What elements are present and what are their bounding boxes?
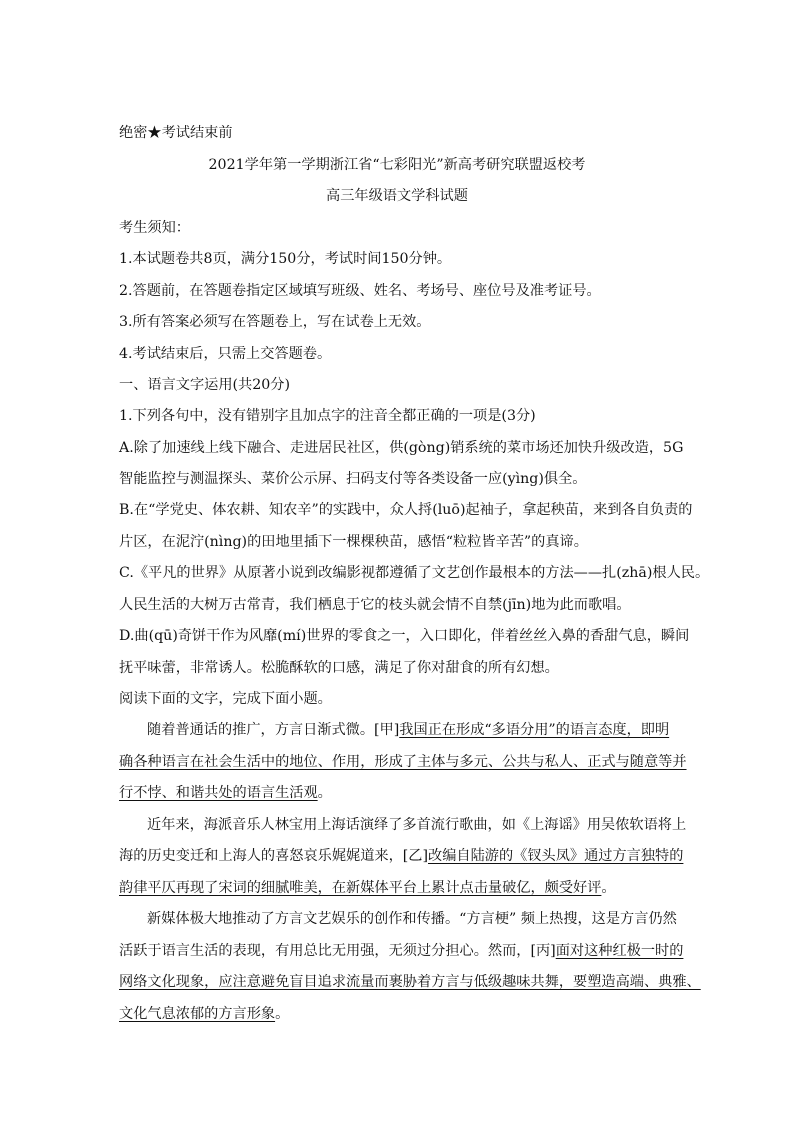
underlined-sentence: 行不悖、和谐共处的语言生活观 — [119, 785, 318, 801]
underlined-sentence: 网络文化现象，应注意避免盲目追求流量而裹胁着方言与低级趣味共舞，要塑造高端、典雅、 — [119, 974, 701, 990]
passage-line — [119, 815, 685, 835]
option-d-line: D.曲(qū)奇饼干作为风靡(mí)世界的零食之一，入口即化，伴着丝丝入鼻的香甜气息，瞬间 — [119, 628, 690, 644]
notice-heading: 考生须知： — [119, 220, 190, 236]
passage-text: 。 — [275, 1006, 290, 1022]
passage-text: 。 — [601, 880, 616, 896]
option-c-line: C.《平凡的世界》从原著小说到改编影视都遵循了文艺创作最根本的方法——扎(zhā)根人民。 — [119, 565, 710, 581]
passage-text: 活跃于语言生活的表现，有用总比无用强，无须过分担心。然而，[丙] — [119, 943, 556, 959]
notice-item: 3.所有答案必须写在答题卷上，写在试卷上无效。 — [119, 314, 431, 330]
notice-item: 1.本试题卷共8页，满分150分，考试时间150分钟。 — [119, 251, 452, 267]
passage-text: 随着普通话的推广，方言日渐式微。[甲] — [147, 722, 400, 738]
option-d-line: 抚平味蕾，非常诱人。松脆酥软的口感，满足了你对甜食的所有幻想。 — [119, 660, 559, 676]
passage-line — [119, 909, 685, 929]
passage-line — [119, 941, 685, 961]
notice-item: 2.答题前，在答题卷指定区域填写班级、姓名、考场号、座位号及准考证号。 — [119, 283, 601, 299]
underlined-sentence: 改编自陆游的《钗头凤》通过方言独特的 — [428, 848, 684, 864]
passage-text: 海的历史变迁和上海人的喜怒哀乐娓娓道来，[乙] — [119, 848, 429, 864]
passage-line — [119, 1004, 685, 1024]
secret-label: 绝密★考试结束前 — [119, 125, 233, 141]
underlined-sentence: 韵律平仄再现了宋词的细腻唯美，在新媒体平台上累计点击量破亿，颇受好评 — [119, 880, 602, 896]
passage-line — [119, 878, 685, 898]
passage-line — [119, 783, 685, 803]
exam-subtitle: 高三年级语文学科试题 — [326, 188, 468, 204]
question-1: 1.下列各句中，没有错别字且加点字的注音全都正确的一项是(3分) — [119, 408, 536, 424]
option-b-line: B.在“学党史、体农耕、知农辛”的实践中，众人捋(luō)起袖子，拿起秧苗，来到各自负责的 — [119, 502, 693, 518]
passage-line — [119, 752, 685, 772]
passage-text: 近年来，海派音乐人林宝用上海话演绎了多首流行歌曲，如《上海谣》用吴侬软语将上 — [147, 817, 687, 833]
underlined-sentence: 我国正在形成“多语分用”的语言态度，即明 — [399, 722, 670, 738]
passage-line — [119, 846, 685, 866]
exam-title: 2021学年第一学期浙江省“七彩阳光”新高考研究联盟返校考 — [208, 157, 586, 173]
underlined-sentence: 确各种语言在社会生活中的地位、作用，形成了主体与多元、公共与私人、正式与随意等并 — [119, 754, 687, 770]
passage-text: 新媒体极大地推动了方言文艺娱乐的创作和传播。“方言梗” 频上热搜，这是方言仍然 — [147, 911, 677, 927]
underlined-sentence: 文化气息浓郁的方言形象 — [119, 1006, 276, 1022]
section-heading: 一、语言文字运用(共20分) — [119, 377, 290, 393]
option-b-line: 片区，在泥泞(nìng)的田地里插下一棵棵秧苗，感悟“粒粒皆辛苦”的真谛。 — [119, 534, 588, 550]
option-a-line: 智能监控与测温探头、菜价公示屏、扫码支付等各类设备一应(yìng)俱全。 — [119, 471, 587, 487]
passage-text: 。 — [317, 785, 332, 801]
option-a-line: A.除了加速线上线下融合、走进居民社区，供(gòng)销系统的菜市场还加快升级改造，5G — [119, 440, 684, 456]
underlined-sentence: 面对这种红极一时的 — [555, 943, 684, 959]
passage-line — [119, 972, 701, 992]
option-c-line: 人民生活的大树万古常青，我们栖息于它的枝头就会情不自禁(jīn)地为此而歌唱。 — [119, 597, 631, 613]
notice-item: 4.考试结束后，只需上交答题卷。 — [119, 346, 332, 362]
reading-intro: 阅读下面的文字，完成下面小题。 — [119, 691, 332, 707]
passage-line — [119, 720, 685, 740]
